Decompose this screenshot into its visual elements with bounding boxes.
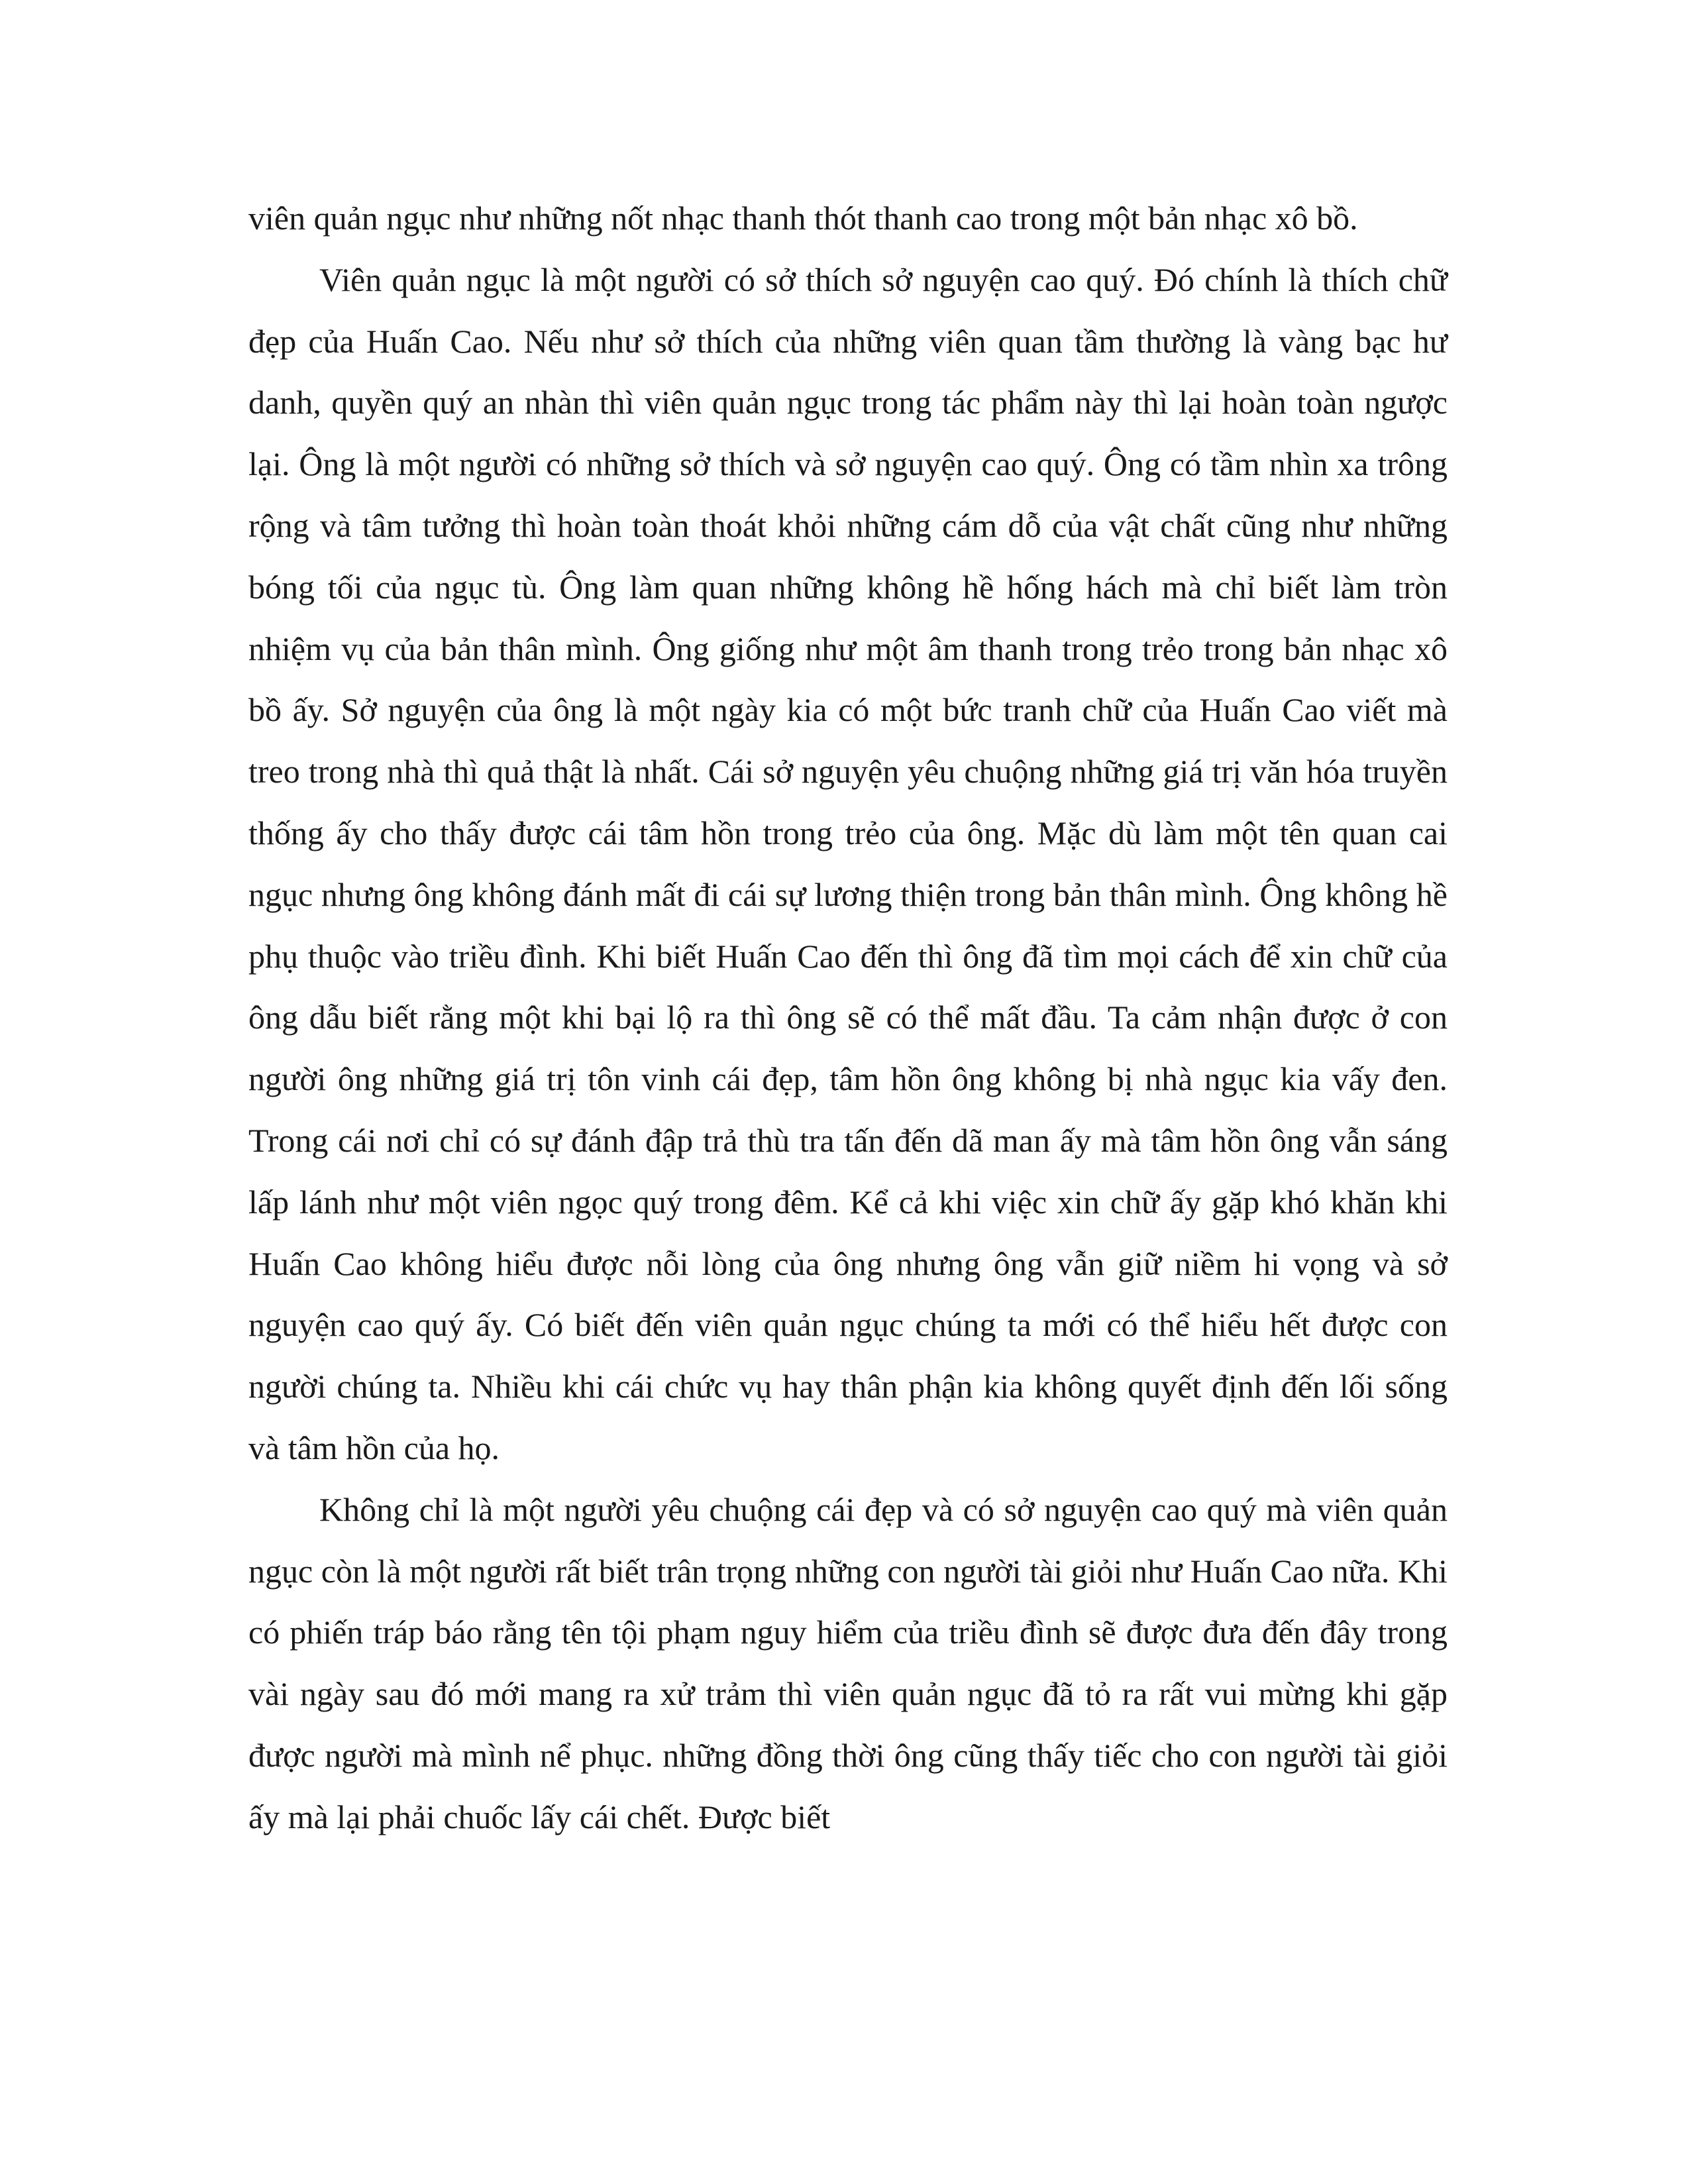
body-text bbox=[248, 188, 1448, 1848]
paragraph: Không chỉ là một người yêu chuộng cái đẹp và có sở nguyện cao quý mà viên quản ngục còn là một người rất biết trân trọng những con người tài giỏi như Huấn Cao nữa. Khi có phiến tráp báo rằng tên tội phạm nguy hiểm của triều đình sẽ được đưa đến đây trong vài ngày sau đó mới mang ra xử trảm thì viên quản ngục đã tỏ ra rất vui mừng khi gặp được người mà mình nể phục. những đồng thời ông cũng thấy tiếc cho con người tài giỏi ấy mà lại phải chuốc lấy cái chết. Được biết bbox=[248, 1490, 1448, 1835]
paragraph-continuation: viên quản ngục như những nốt nhạc thanh thót thanh cao trong một bản nhạc xô bồ. bbox=[248, 199, 1358, 237]
paragraph: Viên quản ngục là một người có sở thích sở nguyện cao quý. Đó chính là thích chữ đẹp của Huấn Cao. Nếu như sở thích của những viên quan tầm thường là vàng bạc hư danh, quyền quý an nhàn thì viên quản ngục trong tác phẩm này thì lại hoàn toàn ngược lại. Ông là một người có những sở thích và sở nguyện cao quý. Ông có tầm nhìn xa trông rộng và tâm tưởng thì hoàn toàn thoát khỏi những cám dỗ của vật chất cũng như những bóng tối của ngục tù. Ông làm quan những không hề hống hách mà chỉ biết làm tròn nhiệm vụ của bản thân mình. Ông giống như một âm thanh trong trẻo trong bản nhạc xô bồ ấy. Sở nguyện của ông là một ngày kia có một bức tranh chữ của Huấn Cao viết mà treo trong nhà thì quả thật là nhất. Cái sở nguyện yêu chuộng những giá trị văn hóa truyền thống ấy cho thấy được cái tâm hồn trong trẻo của ông. Mặc dù làm một tên quan cai ngục nhưng ông không đánh mất đi cái sự lương thiện trong bản thân mình. Ông không hề phụ thuộc vào triều đình. Khi biết Huấn Cao đến thì ông đã tìm mọi cách để xin chữ của ông dẫu biết rằng một khi bại lộ ra thì ông sẽ có thể mất đầu. Ta cảm nhận được ở con người ông những giá trị tôn vinh cái đẹp, tâm hồn ông không bị nhà ngục kia vấy đen. Trong cái nơi chỉ có sự đánh đập trả thù tra tấn đến dã man ấy mà tâm hồn ông vẫn sáng lấp lánh như một viên ngọc quý trong đêm. Kể cả khi việc xin chữ ấy gặp khó khăn khi Huấn Cao không hiểu được nỗi lòng của ông nhưng ông vẫn giữ niềm hi vọng và sở nguyện cao quý ấy. Có biết đến viên quản ngục chúng ta mới có thể hiểu hết được con người chúng ta. Nhiều khi cái chức vụ hay thân phận kia không quyết định đến lối sống và tâm hồn của họ. bbox=[248, 260, 1448, 1466]
